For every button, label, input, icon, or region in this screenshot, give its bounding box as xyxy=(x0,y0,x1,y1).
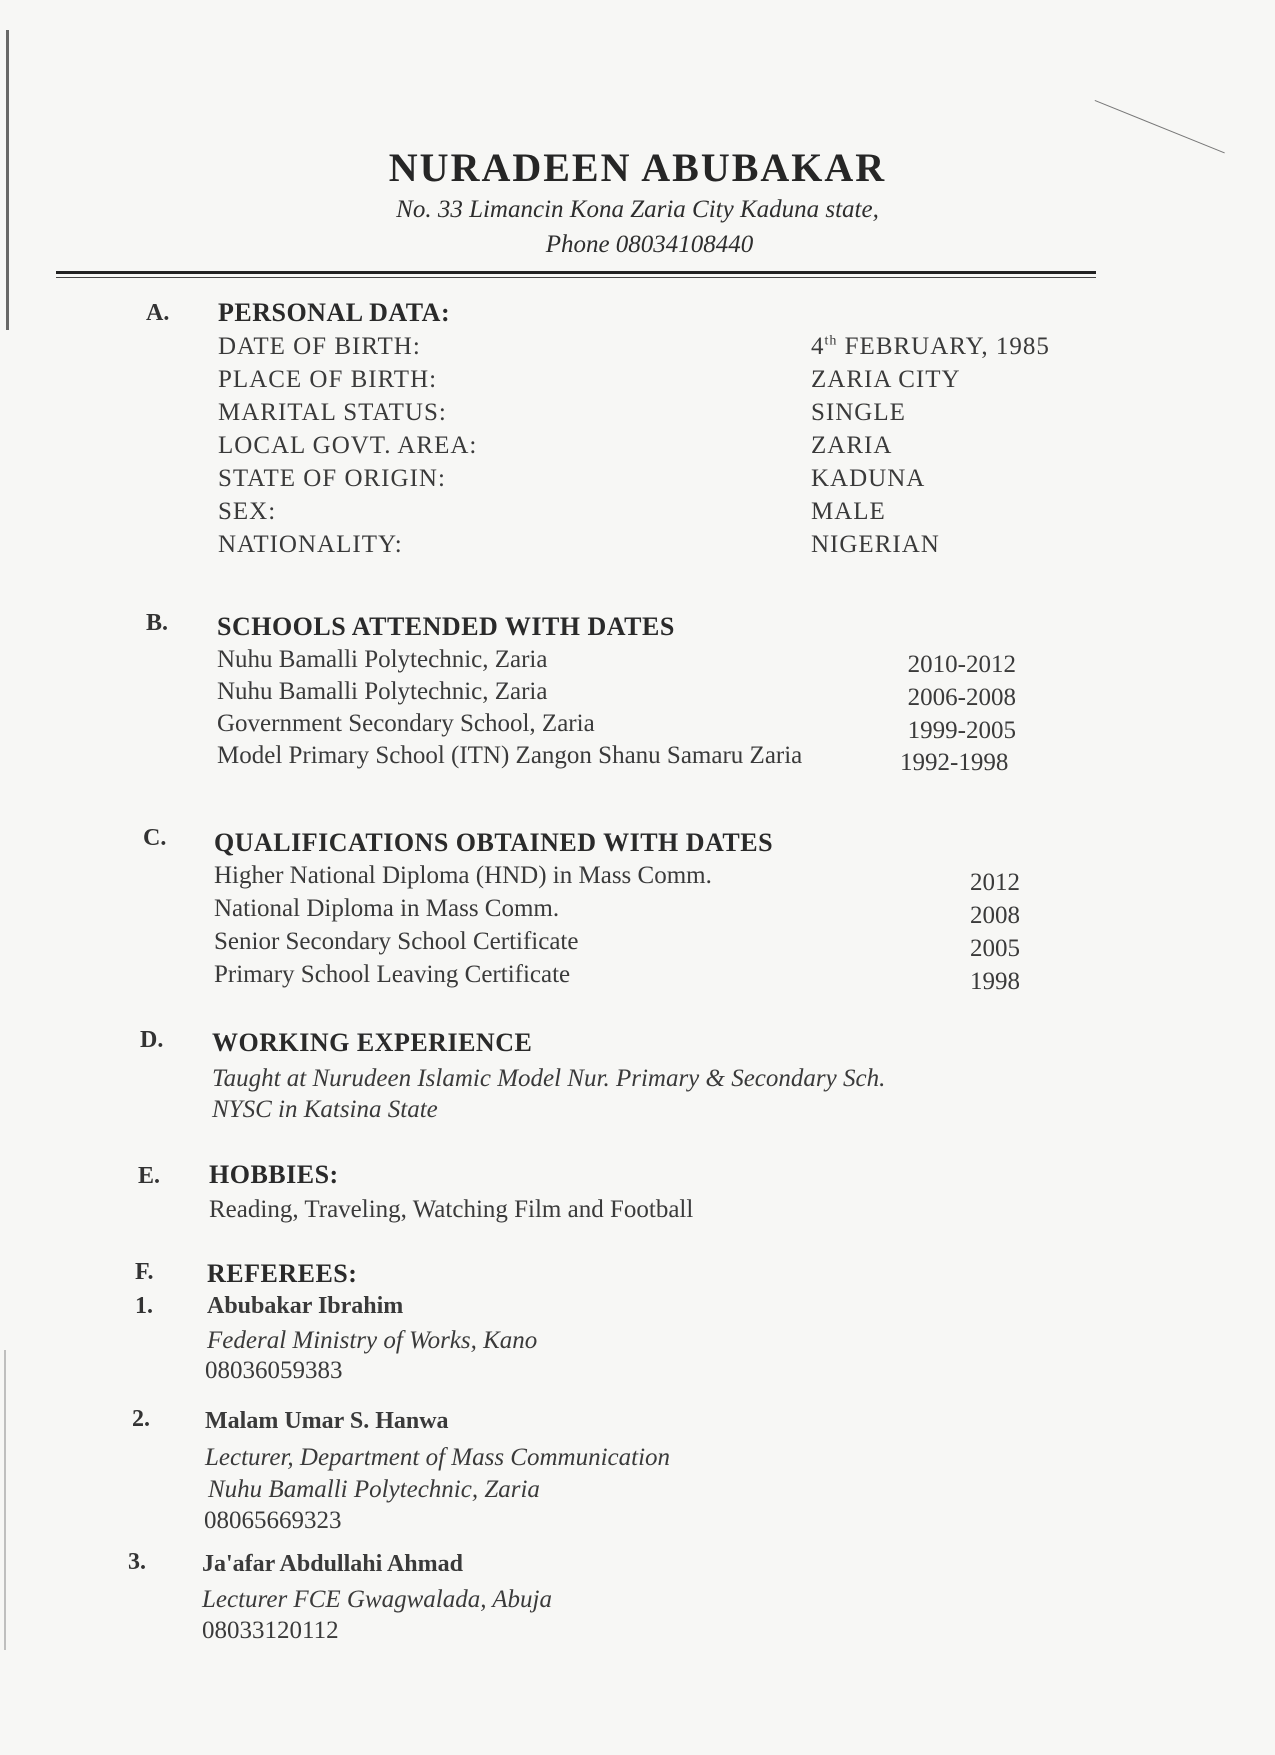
personal-value: MALE xyxy=(811,498,886,525)
qualification-name: Primary School Leaving Certificate xyxy=(214,961,571,988)
section-heading: PERSONAL DATA: xyxy=(218,298,451,327)
section-heading: HOBBIES: xyxy=(209,1160,339,1189)
personal-row xyxy=(218,531,940,559)
referee-phone: 08065669323 xyxy=(204,1507,342,1534)
section-letter: D. xyxy=(140,1027,164,1053)
referee-number: 2. xyxy=(132,1406,150,1432)
personal-label: DATE OF BIRTH: xyxy=(218,333,421,360)
section-heading: WORKING EXPERIENCE xyxy=(212,1028,533,1057)
personal-value: KADUNA xyxy=(811,465,926,492)
personal-row xyxy=(218,432,893,460)
section-heading: QUALIFICATIONS OBTAINED WITH DATES xyxy=(214,828,774,857)
personal-row xyxy=(218,333,1050,361)
referee-phone: 08036059383 xyxy=(205,1357,343,1384)
personal-row xyxy=(218,498,886,526)
section-letter: A. xyxy=(146,300,170,326)
referee-detail: Lecturer FCE Gwagwalada, Abuja xyxy=(202,1586,552,1613)
personal-value: 4th FEBRUARY, 1985 xyxy=(811,333,1050,360)
personal-row xyxy=(218,399,906,427)
referee-detail: Lecturer, Department of Mass Communication xyxy=(205,1444,671,1471)
school-dates: 2006-2008 xyxy=(907,684,1016,711)
address-line: No. 33 Limancin Kona Zaria City Kaduna state, xyxy=(396,196,879,223)
personal-label: PLACE OF BIRTH: xyxy=(218,366,438,393)
referee-name: Abubakar Ibrahim xyxy=(207,1293,404,1319)
personal-value: SINGLE xyxy=(811,399,906,426)
school-name: Government Secondary School, Zaria xyxy=(217,710,595,737)
personal-value: ZARIA xyxy=(811,432,893,459)
referee-name: Malam Umar S. Hanwa xyxy=(205,1408,449,1434)
header-rule-thin xyxy=(56,277,1096,278)
header-rule xyxy=(56,271,1096,274)
personal-label: STATE OF ORIGIN: xyxy=(218,465,446,492)
school-name: Nuhu Bamalli Polytechnic, Zaria xyxy=(217,678,548,705)
personal-label: MARITAL STATUS: xyxy=(218,399,447,426)
hobbies-text: Reading, Traveling, Watching Film and Football xyxy=(209,1196,694,1223)
section-letter: E. xyxy=(138,1163,161,1189)
referee-name: Ja'afar Abdullahi Ahmad xyxy=(202,1551,463,1577)
personal-row xyxy=(218,465,926,493)
section-letter: B. xyxy=(146,610,169,636)
section-heading: REFEREES: xyxy=(207,1259,358,1288)
school-dates: 2010-2012 xyxy=(907,651,1016,678)
referee-detail: Federal Ministry of Works, Kano xyxy=(207,1327,538,1354)
referee-phone: 08033120112 xyxy=(202,1617,339,1644)
school-dates: 1999-2005 xyxy=(907,717,1016,744)
resume-name: NURADEEN ABUBAKAR xyxy=(388,145,887,190)
qualification-name: Senior Secondary School Certificate xyxy=(214,928,579,955)
personal-label: NATIONALITY: xyxy=(218,531,403,558)
qualification-year: 2008 xyxy=(970,902,1020,929)
personal-label: SEX: xyxy=(218,498,277,525)
qualification-name: Higher National Diploma (HND) in Mass Comm. xyxy=(214,862,712,889)
qualification-year: 2012 xyxy=(970,869,1020,896)
referee-number: 3. xyxy=(128,1549,146,1575)
qualification-year: 2005 xyxy=(970,935,1020,962)
experience-line: NYSC in Katsina State xyxy=(212,1096,438,1123)
phone-line: Phone 08034108440 xyxy=(545,231,754,258)
section-letter: F. xyxy=(135,1259,154,1285)
personal-value: ZARIA CITY xyxy=(811,366,961,393)
personal-label: LOCAL GOVT. AREA: xyxy=(218,432,478,459)
referee-detail: Nuhu Bamalli Polytechnic, Zaria xyxy=(208,1476,540,1503)
referee-number: 1. xyxy=(135,1293,153,1319)
school-name: Nuhu Bamalli Polytechnic, Zaria xyxy=(217,646,548,673)
school-name: Model Primary School (ITN) Zangon Shanu Samaru Zaria xyxy=(217,742,803,769)
personal-row xyxy=(218,366,961,394)
experience-line: Taught at Nurudeen Islamic Model Nur. Primary & Secondary Sch. xyxy=(212,1065,886,1092)
qualification-name: National Diploma in Mass Comm. xyxy=(214,895,560,922)
school-dates: 1992-1998 xyxy=(900,749,1009,776)
personal-value: NIGERIAN xyxy=(811,531,940,558)
section-letter: C. xyxy=(143,825,167,851)
qualification-year: 1998 xyxy=(970,968,1020,995)
scan-edge-mark xyxy=(4,1350,6,1650)
section-heading: SCHOOLS ATTENDED WITH DATES xyxy=(217,612,675,641)
